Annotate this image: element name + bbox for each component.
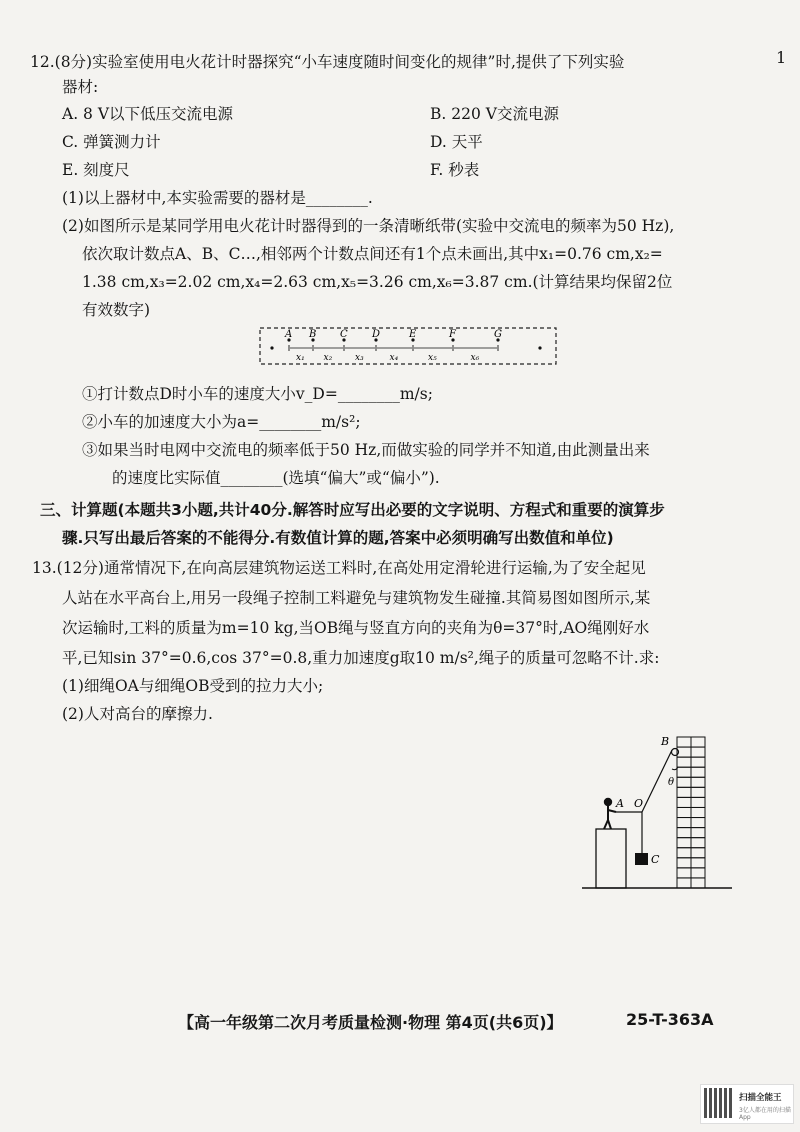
q12-sub-3-line-1: ③如果当时电网中交流电的频率低于50 Hz,而做实验的同学并不知道,由此测量出来 [82,441,650,459]
q12-sub-3-line-2: 的速度比实际值________(选填“偏大”或“偏小”). [112,469,440,487]
building-cell [691,787,705,797]
building-cell [677,737,691,747]
q12-sub-2: ②小车的加速度大小为a=________m/s²; [82,413,361,431]
tape-label-f: F [449,329,456,340]
building-cell [677,878,691,888]
building-cell [691,777,705,787]
building-cell [691,807,705,817]
building-cell [677,797,691,807]
label-theta: θ [668,777,675,788]
building-cell [691,858,705,868]
q13-line-1: 13.(12分)通常情况下,在向高层建筑物运送工料时,在高处用定滑轮进行运输,为了安全起见 [32,559,646,577]
scanner-stamp-sub: 3亿人都在用的扫描App [739,1107,791,1121]
building-cell [691,757,705,767]
building-cell [677,818,691,828]
section-3-heading-line-2: 骤.只写出最后答案的不能得分.有数值计算的题,答案中必须明确写出数值和单位) [62,529,614,547]
load-block [635,853,648,865]
building-cell [691,878,705,888]
q13-part-1: (1)细绳OA与细绳OB受到的拉力大小; [62,677,324,695]
building-cell [691,737,705,747]
page-edge-number: 1 [776,48,787,67]
q12-part-2-line-1: (2)如图所示是某同学用电火花计时器得到的一条清晰纸带(实验中交流电的频率为50 Hz), [62,217,675,235]
pulley-figure [582,725,732,895]
footer-title: 【高一年级第二次月考质量检测·物理 第4页(共6页)】 [178,1013,563,1032]
q12-line-2: 器材: [62,78,99,96]
q12-part-2-line-3: 1.38 cm,x₃=2.02 cm,x₄=2.63 cm,x₅=3.26 cm,x₆=3.87 cm.(计算结果均保留2位 [82,273,673,291]
tape-label-e: E [409,329,417,340]
building-cell [677,767,691,777]
scanner-stamp-name: 扫描全能王 [739,1093,782,1103]
section-3-heading-line-1: 三、计算题(本题共3小题,共计40分.解答时应写出必要的文字说明、方程式和重要的演算步 [40,501,665,519]
building-cell [677,787,691,797]
building-cell [677,858,691,868]
q13-part-2: (2)人对高台的摩擦力. [62,705,213,723]
tape-label-a: A [285,329,293,340]
building-cell [691,868,705,878]
label-c: C [651,853,660,866]
tape-segment-label: x₅ [428,353,437,363]
label-o: O [634,797,644,810]
tape-label-b: B [309,329,317,340]
tape-segment-label: x₄ [389,353,399,363]
q12-option-b: B. 220 V交流电源 [430,105,559,123]
q13-line-4: 平,已知sin 37°=0.6,cos 37°=0.8,重力加速度g取10 m/s²,绳子的质量可忽略不计.求: [62,649,660,667]
building-cell [691,767,705,777]
q12-part-2-line-2: 依次取计数点A、B、C…,相邻两个计数点间还有1个点未画出,其中x₁=0.76 cm,x₂= [82,245,663,263]
tape-segment-label: x₂ [323,353,333,363]
building-cell [691,797,705,807]
label-a: A [616,797,624,810]
q12-part-2-line-4: 有效数字) [82,301,151,319]
building-cell [691,828,705,838]
building-icon [677,737,705,888]
q12-sub-1: ①打计数点D时小车的速度大小v_D=________m/s; [82,385,433,403]
q13-line-2: 人站在水平高台上,用另一段绳子控制工料避免与建筑物发生碰撞.其简易图如图所示,某 [62,589,651,607]
building-cell [677,838,691,848]
scanner-stamp [700,1084,794,1124]
q12-option-f: F. 秒表 [430,161,480,179]
qr-code-icon [704,1088,734,1118]
footer-code: 25-T-363A [626,1010,714,1029]
q13-line-3: 次运输时,工料的质量为m=10 kg,当OB绳与竖直方向的夹角为θ=37°时,AO绳刚好水 [62,619,650,637]
tape-label-d: D [372,329,381,340]
tape-segment-label: x₃ [355,353,364,363]
building-cell [691,848,705,858]
person-icon [604,799,616,829]
building-cell [691,838,705,848]
q12-option-a: A. 8 V以下低压交流电源 [62,105,234,123]
building-cell [677,757,691,767]
tape-segment-label: x₆ [470,353,480,363]
building-cell [677,828,691,838]
q12-option-d: D. 天平 [430,133,483,151]
building-cell [677,848,691,858]
platform [596,829,626,888]
q12-option-e: E. 刻度尺 [62,161,130,179]
paper-tape-figure [258,324,558,368]
tape-segment-label: x₁ [296,353,305,363]
q12-line-1: 12.(8分)实验室使用电火花计时器探究“小车速度随时间变化的规律”时,提供了下列实验 [30,53,625,71]
building-cell [677,807,691,817]
building-cell [677,868,691,878]
building-cell [691,747,705,757]
building-cell [691,818,705,828]
building-cell [677,777,691,787]
q12-part-1: (1)以上器材中,本实验需要的器材是________. [62,189,373,207]
tape-label-g: G [494,329,502,340]
q12-option-c: C. 弹簧测力计 [62,133,161,151]
tape-label-c: C [340,329,348,340]
label-b: B [661,735,670,748]
building-cell [677,747,691,757]
